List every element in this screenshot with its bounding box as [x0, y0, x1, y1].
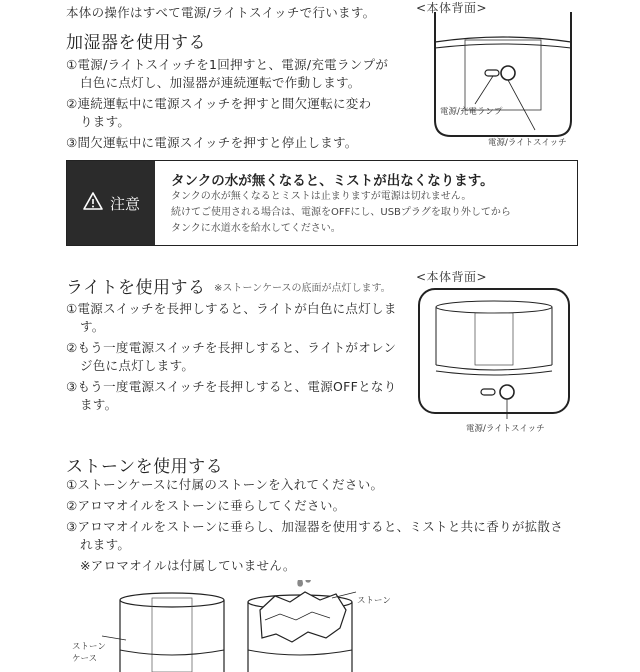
light-step: ます。: [80, 397, 118, 412]
stone-note: ※アロマオイルは付属していません。: [80, 558, 296, 573]
caution-label: 注意: [109, 194, 140, 213]
caution-line: 続けてご使用される場合は、電源をOFFにし、USBプラグを取り外してから: [171, 207, 511, 218]
stone-step: ③アロマオイルをストーンに垂らし、加湿器を使用すると、ミストと共に香りが拡散さ: [66, 519, 564, 534]
caution-label-block: [67, 161, 155, 245]
light-step: ①電源スイッチを長押しすると、ライトが白色に点灯しま: [66, 301, 397, 316]
device-back-illustration-2: [415, 285, 595, 425]
stone-case-label-2: ケース: [72, 654, 98, 664]
light-step: す。: [80, 319, 105, 334]
caution-title: タンクの水が無くなると、ミストが出なくなります。: [171, 173, 494, 189]
device-back-illustration: [415, 12, 595, 152]
intro-text: 本体の操作はすべて電源/ライトスイッチで行います。: [66, 5, 376, 20]
humidifier-step: ①電源/ライトスイッチを1回押すと、電源/充電ランプが: [66, 57, 389, 72]
humidifier-step: ③間欠運転中に電源スイッチを押すと停止します。: [66, 135, 358, 150]
light-heading: ライトを使用する: [66, 278, 206, 298]
humidifier-step: ②連続運転中に電源スイッチを押すと間欠運転に変わ: [66, 96, 372, 111]
stone-label: ストーン: [357, 596, 391, 606]
callout-lamp: 電源/充電ランプ: [440, 107, 503, 117]
back-view-label: <本体背面>: [416, 1, 488, 15]
stone-heading: ストーンを使用する: [66, 457, 224, 477]
stone-step: ①ストーンケースに付属のストーンを入れてください。: [66, 477, 384, 492]
humidifier-step: ります。: [80, 114, 131, 129]
caution-box: [66, 160, 578, 246]
humidifier-heading: 加湿器を使用する: [66, 33, 206, 53]
stone-case-label: ストーン: [72, 642, 106, 652]
humidifier-step: 白色に点灯し、加湿器が連続運転で作動します。: [80, 75, 361, 90]
stone-step: れます。: [80, 537, 131, 552]
warning-icon: [82, 191, 104, 215]
back-view-label: <本体背面>: [416, 270, 488, 284]
light-note: ※ストーンケースの底面が点灯します。: [214, 283, 391, 294]
callout-switch: 電源/ライトスイッチ: [466, 424, 545, 434]
light-step: ②もう一度電源スイッチを長押しすると、ライトがオレン: [66, 340, 397, 355]
callout-switch: 電源/ライトスイッチ: [488, 138, 567, 148]
caution-line: タンクの水が無くなるとミストは止まりますが電源は切れません。: [171, 191, 472, 202]
caution-line: タンクに水道水を給水してください。: [171, 223, 341, 234]
light-step: ③もう一度電源スイッチを長押しすると、電源OFFとなり: [66, 379, 397, 394]
light-step: ジ色に点灯します。: [80, 358, 195, 373]
stone-case-illustration: [100, 580, 400, 672]
stone-step: ②アロマオイルをストーンに垂らしてください。: [66, 498, 346, 513]
